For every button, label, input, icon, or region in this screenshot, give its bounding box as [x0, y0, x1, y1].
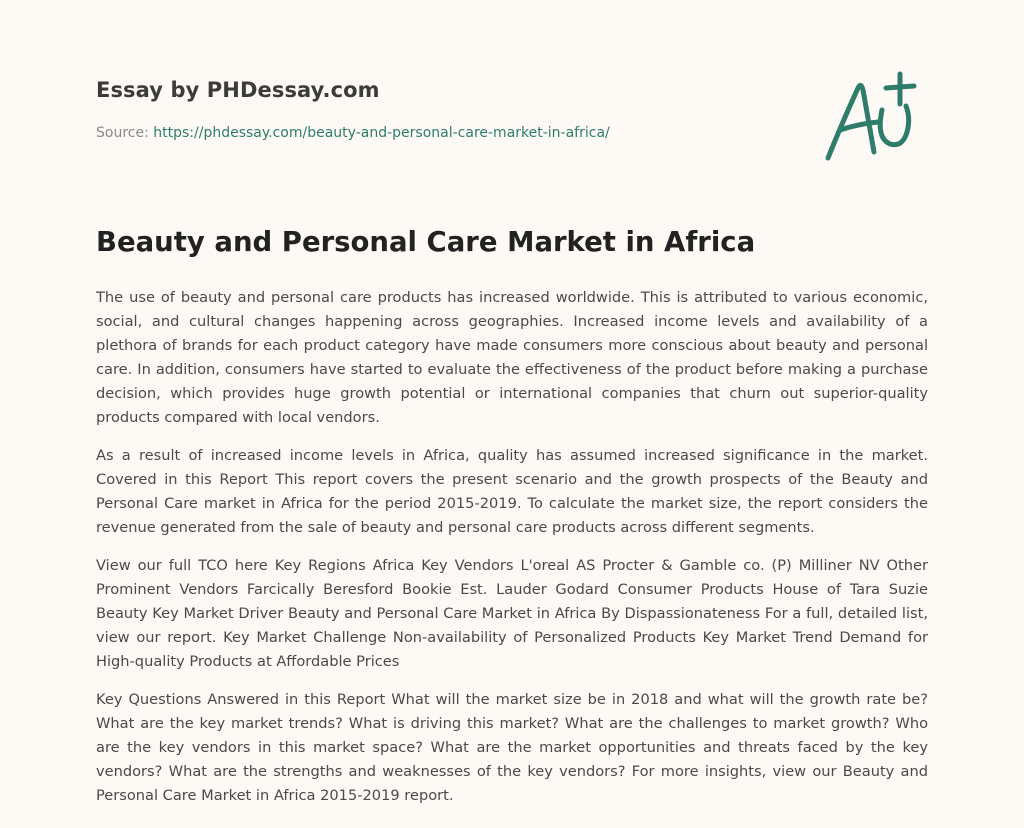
essay-paragraph: View our full TCO here Key Regions Africa Key Vendors L'oreal AS Procter & Gamble co. (P) Milliner NV Other Prominent Vendors Farcically Beresford Bookie Est. Lauder Godard Consumer Products House of Tara Suzie Beauty Key Market Driver Beauty and Personal Care Market in Africa By Dispassionateness For a full, detailed list, view our report. Key Market Challenge Non-availability of Personalized Products Key Market Trend Demand for High-quality Products at Affordable Prices: [96, 557, 928, 670]
source-link[interactable]: https://phdessay.com/beauty-and-personal-care-market-in-africa/: [153, 125, 610, 141]
a-plus-logo-icon: [818, 68, 928, 164]
essay-paragraph: The use of beauty and personal care products has increased worldwide. This is attributed to various economic, social, and cultural changes happening across geographies. Increased income levels and availability of a plethora of brands for each product category have made consumers more conscious about beauty and personal care. In addition, consumers have started to evaluate the effectiveness of the product before making a purchase decision, which provides huge growth potential or international companies that churn out superior-quality products compared with local vendors.: [96, 289, 928, 426]
essay-body: [96, 286, 928, 822]
source-label: Source:: [96, 125, 154, 141]
essay-paragraph: As a result of increased income levels in Africa, quality has assumed increased significance in the market. Covered in this Report This report covers the present scenario and the growth prospects of the Beauty and Personal Care market in Africa for the period 2015-2019. To calculate the market size, the report considers the revenue generated from the sale of beauty and personal care products across different segments.: [96, 447, 928, 536]
source-line: [96, 125, 610, 141]
brand-name: Essay by PHDessay.com: [96, 78, 380, 102]
essay-paragraph: Key Questions Answered in this Report What will the market size be in 2018 and what will the growth rate be? What are the key market trends? What is driving this market? What are the challenges to market growth? Who are the key vendors in this market space? What are the market opportunities and threats faced by the key vendors? What are the strengths and weaknesses of the key vendors? For more insights, view our Beauty and Personal Care Market in Africa 2015-2019 report.: [96, 691, 928, 804]
essay-title: Beauty and Personal Care Market in Africa: [96, 226, 756, 258]
